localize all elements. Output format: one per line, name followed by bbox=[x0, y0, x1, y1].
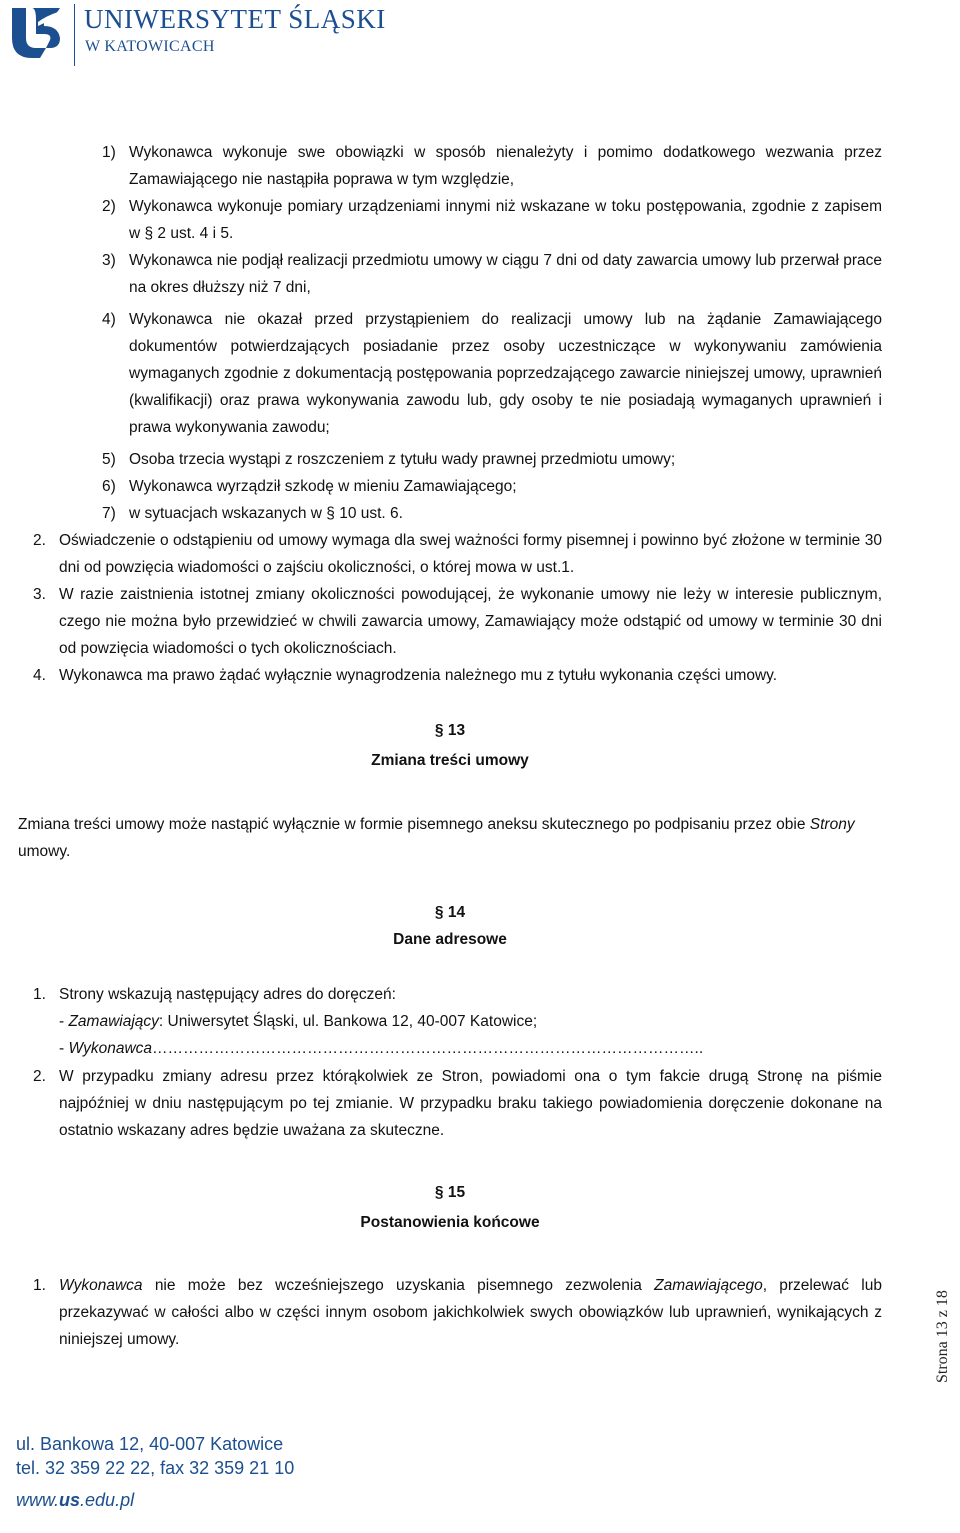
subitem-number: 6) bbox=[102, 478, 116, 495]
subitem-text: w sytuacjach wskazanych w § 10 ust. 6. bbox=[129, 505, 403, 522]
subitem-number: 7) bbox=[102, 505, 116, 522]
footer-web-part: us bbox=[59, 1490, 81, 1510]
university-logo-icon bbox=[6, 4, 66, 62]
logo-divider bbox=[74, 4, 75, 66]
address-placeholder: …………………………………………………………………………………………….. bbox=[152, 1040, 704, 1057]
item-text: Oświadczenie o odstąpieniu od umowy wymaga dla swej ważności formy pisemnej i powinno być złożone w terminie 30 dni od powzięcia wiadomości o zajściu okoliczności, o której mowa w ust.1. bbox=[59, 532, 882, 576]
footer-web-part: www. bbox=[16, 1490, 60, 1510]
footer-address: ul. Bankowa 12, 40-007 Katowice bbox=[16, 1434, 284, 1454]
subitem-text: Wykonawca nie okazał przed przystąpieniem do realizacji umowy lub na żądanie Zamawiającego dokumentów potwierdzających posiadanie przez osoby uczestniczące w wykonywaniu zamówienia wymaganych zgodnie z dokumentacją postępowania poprzedzającego zawarcie niniejszej umowy, uprawnień (kwalifikacji) oraz prawa wykonywania zawodu lub, gdy osoby te nie posiadają wymaganych uprawnień i prawa wykonywania zawodu; bbox=[129, 311, 882, 436]
university-city: W KATOWICACH bbox=[85, 38, 215, 55]
subitem-text: Wykonawca nie podjął realizacji przedmiotu umowy w ciągu 7 dni od daty zawarcia umowy lub przerwał prace na okres dłuższy niż 7 dni, bbox=[129, 252, 882, 296]
section-13-text bbox=[18, 811, 888, 865]
letterhead bbox=[0, 0, 960, 70]
address-zamawiajacy bbox=[59, 1008, 879, 1035]
item-number: 2. bbox=[33, 532, 46, 549]
subitem-text: Osoba trzecia wystąpi z roszczeniem z tytułu wady prawnej przedmiotu umowy; bbox=[129, 451, 676, 468]
item-number: 1. bbox=[33, 1277, 46, 1294]
item-text: W razie zaistnienia istotnej zmiany okoliczności powodującej, że wykonanie umowy nie leży w interesie publicznym, czego nie można było przewidzieć w chwili zawarcia umowy, Zamawiający może odstąpić od umowy w terminie 30 dni od powzięcia wiadomości o tych okolicznościach. bbox=[59, 586, 882, 657]
subitem-number: 5) bbox=[102, 451, 116, 468]
section-14-number: § 14 bbox=[434, 904, 466, 921]
subitem-number: 1) bbox=[102, 144, 116, 161]
subitem-text: Wykonawca wykonuje swe obowiązki w sposób nienależyty i pomimo dodatkowego wezwania przez Zamawiającego nie nastąpiła poprawa w tym względzie, bbox=[129, 144, 882, 188]
item-number: 3. bbox=[33, 586, 46, 603]
address-role: Wykonawca bbox=[68, 1040, 153, 1057]
footer-website-link[interactable] bbox=[16, 1488, 294, 1512]
subitem-text: Wykonawca wykonuje pomiary urządzeniami innymi niż wskazane w toku postępowania, zgodnie z zapisem w § 2 ust. 4 i 5. bbox=[129, 198, 882, 242]
subitem-text: Wykonawca wyrządził szkodę w mieniu Zamawiającego; bbox=[129, 478, 517, 495]
section-15-title: Postanowienia końcowe bbox=[360, 1214, 540, 1231]
item-text-part: nie może bez wcześniejszego uzyskania pisemnego zezwolenia bbox=[142, 1277, 655, 1294]
item-text-zamawiajacego: Zamawiającego bbox=[654, 1277, 763, 1294]
item-number: 2. bbox=[33, 1068, 46, 1085]
subitem-number: 2) bbox=[102, 198, 116, 215]
university-name: UNIWERSYTET ŚLĄSKI bbox=[84, 4, 386, 34]
item-text-wykonawca: Wykonawca bbox=[59, 1277, 143, 1294]
section-13-text-part: umowy. bbox=[18, 843, 71, 860]
section-13-text-strony: Strony bbox=[809, 816, 855, 833]
item-text: Strony wskazują następujący adres do doręczeń: bbox=[59, 986, 396, 1003]
subitem-number: 4) bbox=[102, 311, 116, 328]
footer bbox=[16, 1432, 294, 1512]
section-15-number: § 15 bbox=[434, 1184, 466, 1201]
section-13-number: § 13 bbox=[434, 722, 466, 739]
item-number: 1. bbox=[33, 986, 46, 1003]
subitem-number: 3) bbox=[102, 252, 116, 269]
address-prefix: - bbox=[59, 1040, 69, 1057]
item-text bbox=[59, 1272, 882, 1353]
address-value: : Uniwersytet Śląski, ul. Bankowa 12, 40-007 Katowice; bbox=[158, 1013, 538, 1030]
footer-phone: tel. 32 359 22 22, fax 32 359 21 10 bbox=[16, 1458, 295, 1478]
item-text-part: , przelewać lub przekazywać w całości albo w części innym osobom jakichkolwiek swych obowiązków lub uprawnień, wynikających z niniejszej umowy. bbox=[59, 1277, 882, 1348]
item-number: 4. bbox=[33, 667, 46, 684]
item-text: Wykonawca ma prawo żądać wyłącznie wynagrodzenia należnego mu z tytułu wykonania części umowy. bbox=[59, 667, 778, 684]
section-13-title: Zmiana treści umowy bbox=[371, 752, 529, 769]
footer-web-part: .edu.pl bbox=[80, 1490, 135, 1510]
address-prefix: - bbox=[59, 1013, 69, 1030]
item-text: W przypadku zmiany adresu przez którąkolwiek ze Stron, powiadomi ona o tym fakcie drugą Stronę na piśmie najpóźniej w dniu następującym po tej zmianie. W przypadku braku takiego powiadomienia doręczenie dokonane na ostatnio wskazany adres będzie uważana za skuteczne. bbox=[59, 1068, 882, 1139]
address-wykonawca bbox=[59, 1035, 879, 1062]
section-13-text-part: Zmiana treści umowy może nastąpić wyłącznie w formie pisemnego aneksu skutecznego po podpisaniu przez obie bbox=[18, 816, 810, 833]
address-role: Zamawiający bbox=[68, 1013, 159, 1030]
page-number: Strona 13 z 18 bbox=[934, 1290, 951, 1383]
section-14-title: Dane adresowe bbox=[393, 931, 507, 948]
